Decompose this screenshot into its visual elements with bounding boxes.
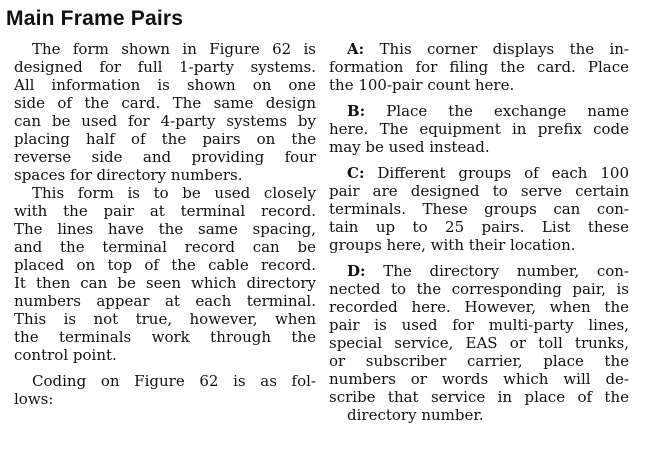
text-line: This form is to be used closely xyxy=(32,184,316,202)
text-line: numbers appear at each terminal. xyxy=(14,292,316,310)
paragraph-coding-intro xyxy=(14,372,316,408)
text-line: tain up to 25 pairs. List these xyxy=(329,218,629,236)
text-line: and the terminal record can be xyxy=(14,238,316,256)
text-line xyxy=(329,40,629,58)
text-line: side of the card. The same design xyxy=(14,94,316,112)
text-line: with the pair at terminal record. xyxy=(14,202,316,220)
text-line: control point. xyxy=(14,346,117,364)
text-line: scribe that service in place of the xyxy=(329,388,629,406)
code-label: A: xyxy=(347,40,365,58)
text-line: pair is used for multi-party lines, xyxy=(329,316,629,334)
text-fragment: Different groups of each 100 xyxy=(364,164,629,182)
text-line: or subscriber carrier, place the xyxy=(329,352,629,370)
text-line: terminals. These groups can con- xyxy=(329,200,629,218)
text-line: pair are designed to serve certain xyxy=(329,182,629,200)
text-line: Coding on Figure 62 is as fol- xyxy=(32,372,316,390)
text-line xyxy=(329,102,629,120)
text-fragment: The directory number, con- xyxy=(365,262,629,280)
text-line: groups here, with their location. xyxy=(329,236,576,254)
text-fragment: This corner displays the in- xyxy=(364,40,629,58)
section-heading: Main Frame Pairs xyxy=(6,7,184,30)
right-column xyxy=(329,40,629,424)
text-line: All information is shown on one xyxy=(14,76,316,94)
paragraph-form-description xyxy=(14,40,316,184)
paragraph-code-c xyxy=(329,164,629,254)
text-line: directory number. xyxy=(347,406,484,424)
text-line: This is not true, however, when xyxy=(14,310,316,328)
text-line: The lines have the same spacing, xyxy=(14,220,316,238)
paragraph-code-b xyxy=(329,102,629,156)
text-line: formation for filing the card. Place xyxy=(329,58,629,76)
text-line: the 100-pair count here. xyxy=(329,76,515,94)
code-label: C: xyxy=(347,164,365,182)
text-line: reverse side and providing four xyxy=(14,148,316,166)
code-label: D: xyxy=(347,262,366,280)
text-line: The form shown in Figure 62 is xyxy=(32,40,316,58)
paragraph-code-d xyxy=(329,262,629,424)
text-line: recorded here. However, when the xyxy=(329,298,629,316)
text-line xyxy=(329,262,629,280)
text-line: It then can be seen which directory xyxy=(14,274,316,292)
text-line: here. The equipment in prefix code xyxy=(329,120,629,138)
text-line: can be used for 4-party systems by xyxy=(14,112,316,130)
left-column xyxy=(14,40,316,408)
paragraph-form-usage xyxy=(14,184,316,364)
text-line: nected to the corresponding pair, is xyxy=(329,280,629,298)
text-line xyxy=(329,164,629,182)
text-line: the terminals work through the xyxy=(14,328,316,346)
paragraph-code-a xyxy=(329,40,629,94)
text-fragment: Place the exchange name xyxy=(365,102,629,120)
code-label: B: xyxy=(347,102,366,120)
text-line: special service, EAS or toll trunks, xyxy=(329,334,629,352)
text-line: may be used instead. xyxy=(329,138,490,156)
text-line: placing half of the pairs on the xyxy=(14,130,316,148)
text-line: placed on top of the cable record. xyxy=(14,256,316,274)
text-line: lows: xyxy=(14,390,54,408)
text-line: spaces for directory numbers. xyxy=(14,166,243,184)
text-line: designed for full 1-party systems. xyxy=(14,58,316,76)
text-line: numbers or words which will de- xyxy=(329,370,629,388)
